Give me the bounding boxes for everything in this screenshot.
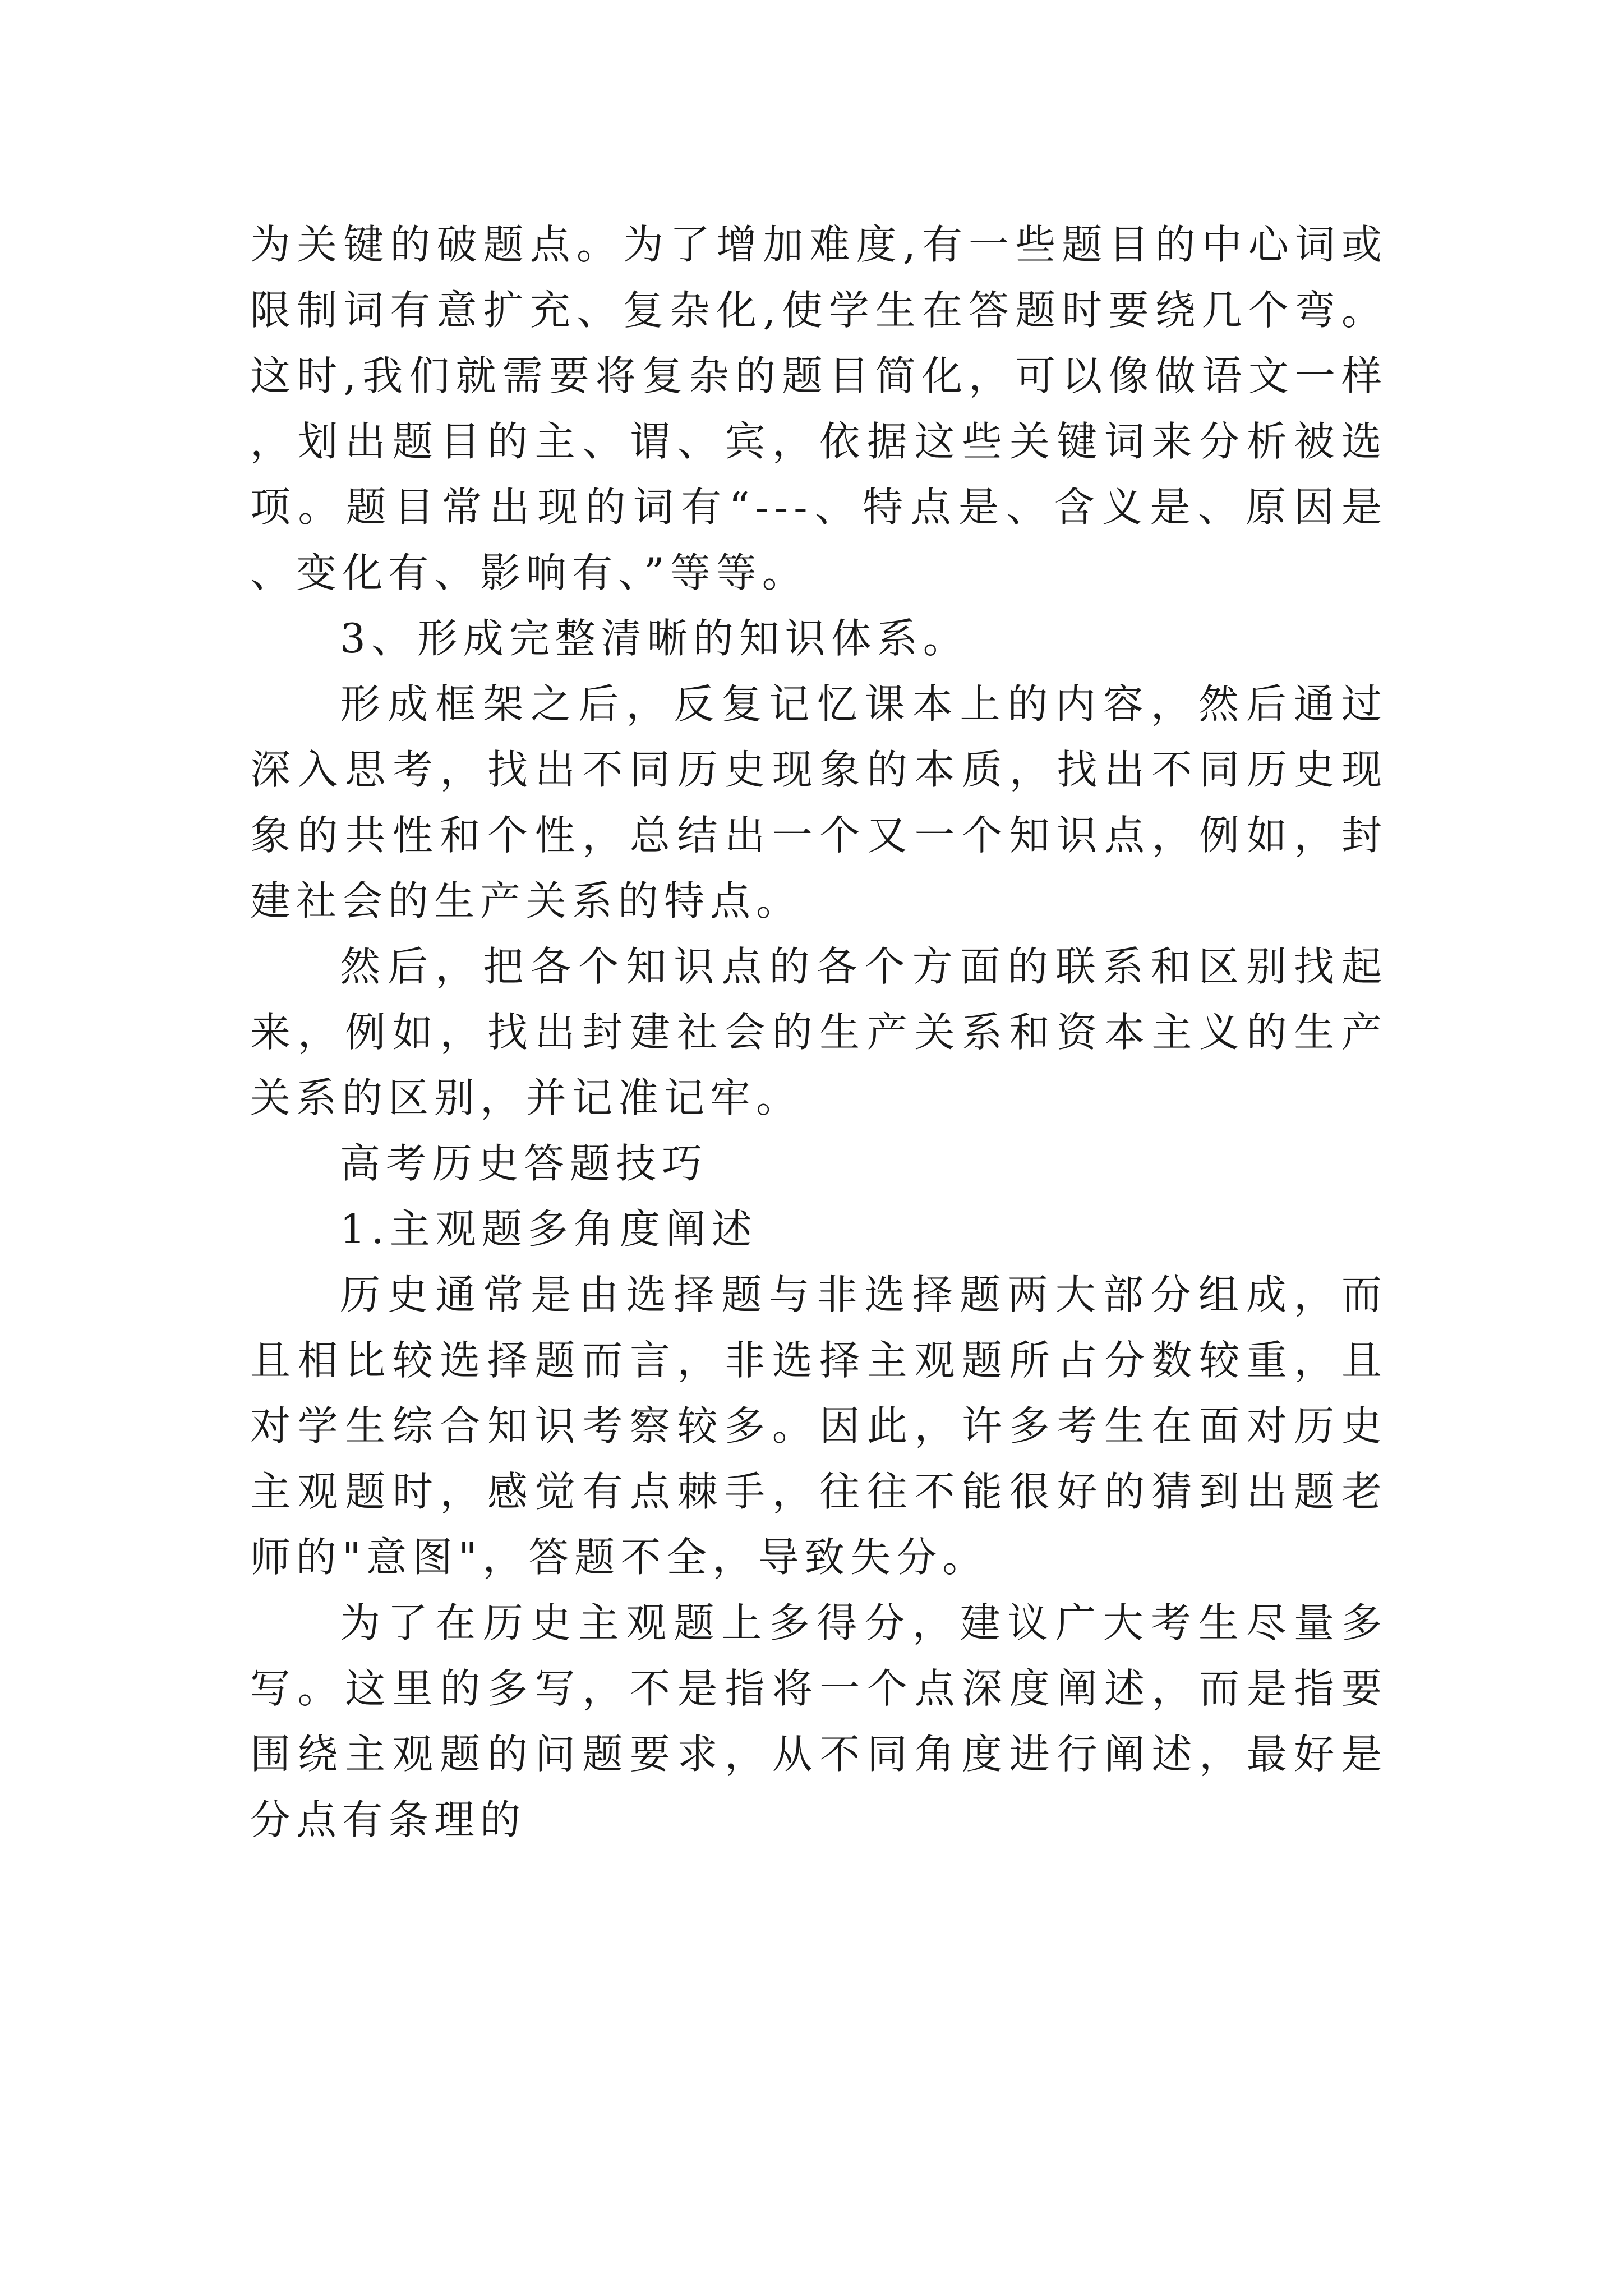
- paragraph-subjective-intro: 历史通常是由选择题与非选择题两大部分组成，而且相比较选择题而言，非选择主观题所占分数较重，且对学生综合知识考察较多。因此，许多考生在面对历史主观题时，感觉有点棘手，往往不能很好的猜到出题老师的"意图"，答题不全，导致失分。: [250, 1271, 1387, 1581]
- section-heading-knowledge-system: 3、形成完整清晰的知识体系。: [340, 615, 969, 662]
- section-heading-answer-tips: 高考历史答题技巧: [340, 1140, 708, 1187]
- paragraph-connections: 然后，把各个知识点的各个方面的联系和区别找起来，例如，找出封建社会的生产关系和资本主义的生产关系的区别，并记准记牢。: [250, 943, 1387, 1121]
- document-body: [250, 212, 1387, 1853]
- paragraph-framework: 形成框架之后，反复记忆课本上的内容，然后通过深入思考，找出不同历史现象的本质，找出不同历史现象的共性和个性，总结出一个又一个知识点，例如，封建社会的生产关系的特点。: [250, 680, 1387, 924]
- subheading-subjective-questions: 1.主观题多角度阐述: [340, 1205, 758, 1253]
- paragraph-continuation: 为关键的破题点。为了增加难度,有一些题目的中心词或限制词有意扩充、复杂化,使学生在答题时要绕几个弯。这时,我们就需要将复杂的题目简化，可以像做语文一样，划出题目的主、谓、宾，依据这些关键词来分析被选项。题目常出现的词有“---、特点是、含义是、原因是、变化有、影响有、”等等。: [250, 221, 1387, 596]
- paragraph-write-more: 为了在历史主观题上多得分，建议广大考生尽量多写。这里的多写，不是指将一个点深度阐述，而是指要围绕主观题的问题要求，从不同角度进行阐述，最好是分点有条理的: [250, 1599, 1387, 1843]
